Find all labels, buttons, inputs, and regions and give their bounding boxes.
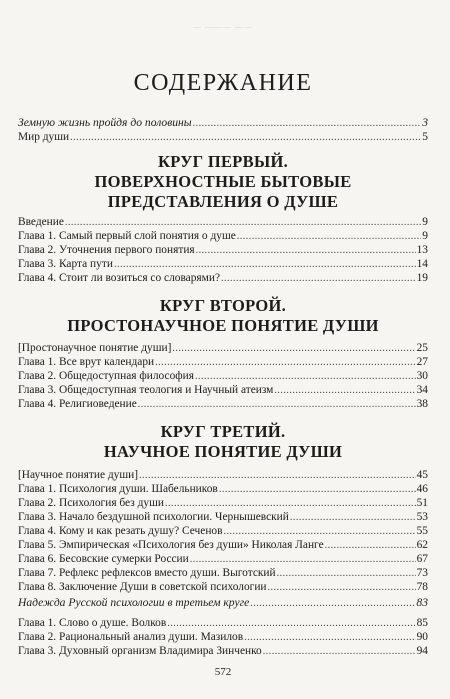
toc-entry[interactable]: Глава 1. Психология души. Шабельников ..... 46	[18, 482, 428, 496]
toc-entry[interactable]: Глава 1. Все врут календари ..... 27	[18, 355, 428, 369]
toc-entry[interactable]: [Научное понятие души] ..... 45	[18, 468, 428, 482]
toc-entry[interactable]: Глава 4. Религиоведение ..... 38	[18, 397, 428, 411]
toc-entry[interactable]: Глава 7. Рефлекс рефлексов вместо души. Выготский ..... 73	[18, 566, 428, 580]
toc-entry[interactable]: Глава 3. Начало бездушной психологии. Чернышевский ..... 53	[18, 510, 428, 524]
subsection-heading	[18, 596, 428, 610]
toc-entry[interactable]: Введение ..... 9	[18, 215, 428, 229]
section-entries	[18, 215, 428, 285]
toc-entry[interactable]: Глава 1. Самый первый слой понятия о душе ..... 9	[18, 229, 428, 243]
page-number: 572	[214, 666, 232, 678]
toc-entry[interactable]: Глава 8. Заключение Души в советской психологии ..... 78	[18, 580, 428, 594]
toc-entry[interactable]: Глава 2. Рациональный анализ души. Мазилов ..... 90	[18, 630, 428, 644]
section-heading: КРУГ ВТОРОЙ. ПРОСТОНАУЧНОЕ ПОНЯТИЕ ДУШИ	[67, 296, 379, 335]
toc-entry[interactable]: Глава 2. Уточнения первого понятия ..... 13	[18, 243, 428, 257]
toc-entry[interactable]: Глава 3. Общедоступная теология и Научный атеизм ..... 34	[18, 383, 428, 397]
toc-entry[interactable]: Земную жизнь пройдя до половины ..... 3	[18, 116, 428, 130]
toc-entry[interactable]: Глава 1. Слово о душе. Волков ..... 85	[18, 616, 428, 630]
toc-entry[interactable]: Глава 2. Общедоступная философия ..... 30	[18, 369, 428, 383]
toc-entry[interactable]: Глава 3. Карта пути ..... 14	[18, 257, 428, 271]
subsection-entries	[18, 616, 428, 658]
section-heading: КРУГ ПЕРВЫЙ. ПОВЕРХНОСТНЫЕ БЫТОВЫЕ ПРЕДСТАВЛЕНИЯ О ДУШЕ	[94, 152, 352, 211]
toc-entry[interactable]: Глава 3. Духовный организм Владимира Зинченко ..... 94	[18, 644, 428, 658]
toc-entry[interactable]: [Простонаучное понятие души] ..... 25	[18, 341, 428, 355]
toc-entry[interactable]: Глава 5. Эмпирическая «Психология без души» Николая Ланге ..... 62	[18, 538, 428, 552]
toc-entry[interactable]: Глава 4. Стоит ли возиться со словарями? ..... 19	[18, 271, 428, 285]
intro-entries	[18, 116, 428, 144]
toc-entry[interactable]: Мир души ..... 5	[18, 130, 428, 144]
toc-page	[18, 0, 428, 699]
page-title: СОДЕРЖАНИЕ	[133, 70, 313, 96]
toc-entry[interactable]: Глава 4. Кому и как резать душу? Сеченов ..... 55	[18, 524, 428, 538]
section-entries	[18, 468, 428, 594]
toc-entry[interactable]: Надежда Русской психологии в третьем круге ..... 83	[18, 596, 428, 610]
toc-entry[interactable]: Глава 6. Бесовские сумерки России ..... 67	[18, 552, 428, 566]
running-header: — ——— ——	[193, 22, 253, 31]
toc-entry[interactable]: Глава 2. Психология без души ..... 51	[18, 496, 428, 510]
section-heading: КРУГ ТРЕТИЙ. НАУЧНОЕ ПОНЯТИЕ ДУШИ	[103, 422, 343, 461]
section-entries	[18, 341, 428, 411]
